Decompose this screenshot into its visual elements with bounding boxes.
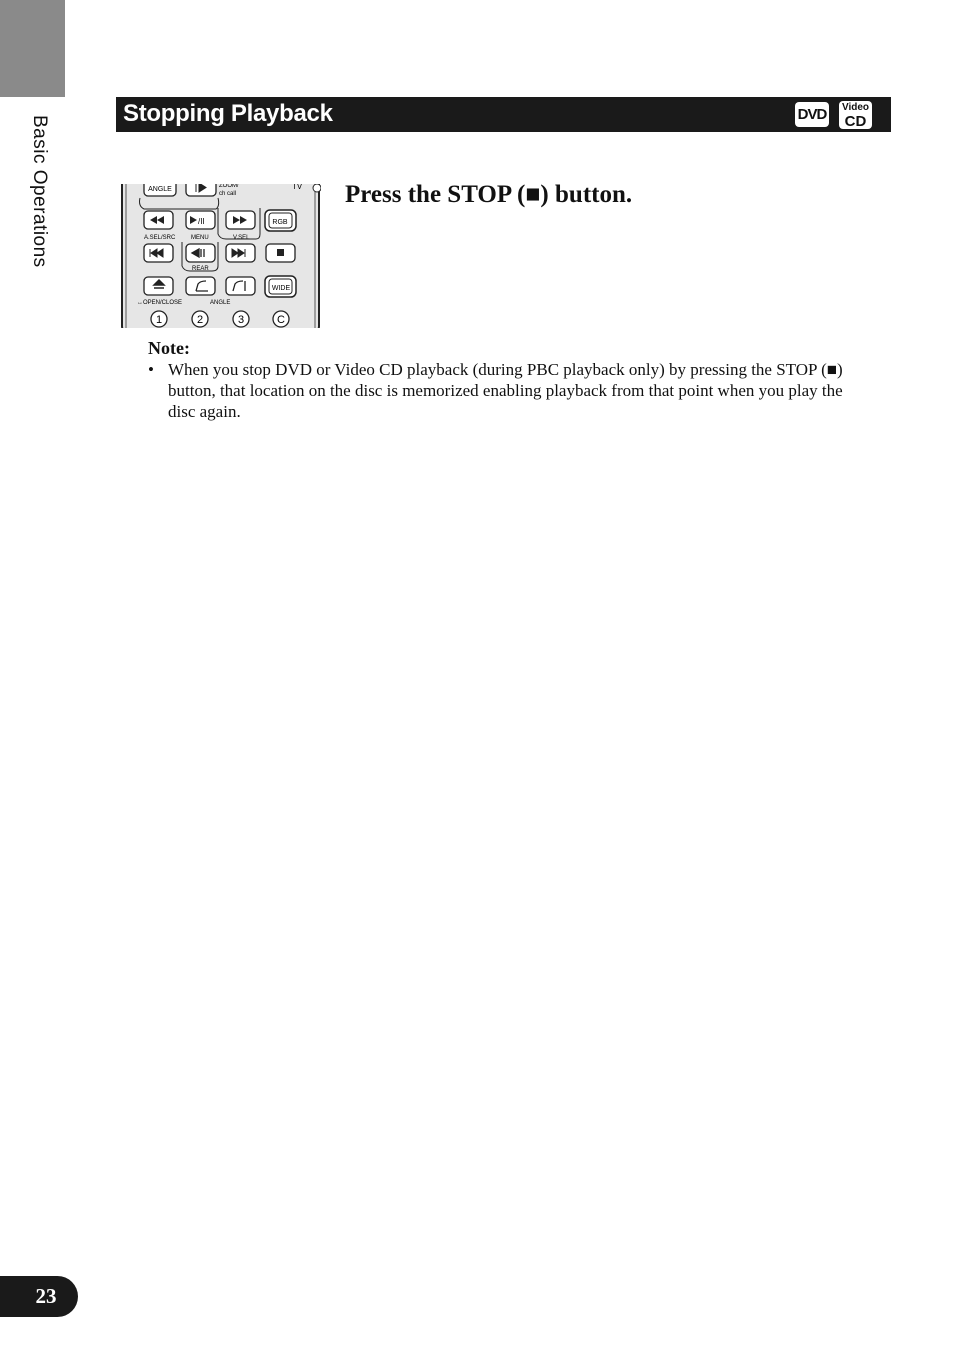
remote-num2: 2	[196, 314, 204, 326]
remote-asel-label: A.SEL/SRC	[144, 235, 176, 241]
remote-stop-icon	[277, 249, 284, 256]
dvd-logo-icon: DVD	[795, 102, 829, 127]
video-cd-logo-icon: Video CD	[839, 101, 872, 129]
remote-zoom-label: ZOOM/	[219, 184, 239, 189]
remote-control-illustration	[120, 184, 321, 328]
instruction-heading: Press the STOP (■) button.	[345, 181, 633, 208]
note-bullet: •	[148, 360, 154, 379]
remote-num1: 1	[155, 314, 163, 326]
remote-wide-label: WIDE	[271, 285, 291, 292]
remote-angle-bottom-label: ANGLE	[210, 300, 231, 306]
section-title: Stopping Playback	[123, 100, 333, 127]
remote-rgb-label: RGB	[272, 219, 288, 226]
section-label: Basic Operations	[29, 115, 50, 268]
remote-vsel-label: V.SEL	[233, 235, 250, 241]
note-text: When you stop DVD or Video CD playback (during PBC playback only) by pressing the STOP (■) button, that location on the disc is memorized enabling playback from that point when you play the disc again.	[168, 360, 843, 421]
remote-num3: 3	[237, 314, 245, 326]
remote-pause-glyph: /II	[198, 217, 205, 226]
remote-recall-label: ch call	[219, 191, 237, 197]
page-number: 23	[0, 1276, 78, 1317]
remote-numc: C	[277, 314, 285, 326]
note-item	[148, 359, 848, 422]
remote-menu-label: MENU	[191, 235, 209, 241]
section-header	[116, 97, 891, 132]
note-heading: Note:	[148, 338, 190, 358]
remote-angle-label: ANGLE	[148, 186, 172, 193]
remote-tv-label: TV	[292, 184, 303, 191]
remote-open-close-label: ↔OPEN/CLOSE	[137, 300, 183, 306]
section-tab	[0, 0, 65, 97]
remote-rear-label: REAR	[192, 266, 209, 272]
